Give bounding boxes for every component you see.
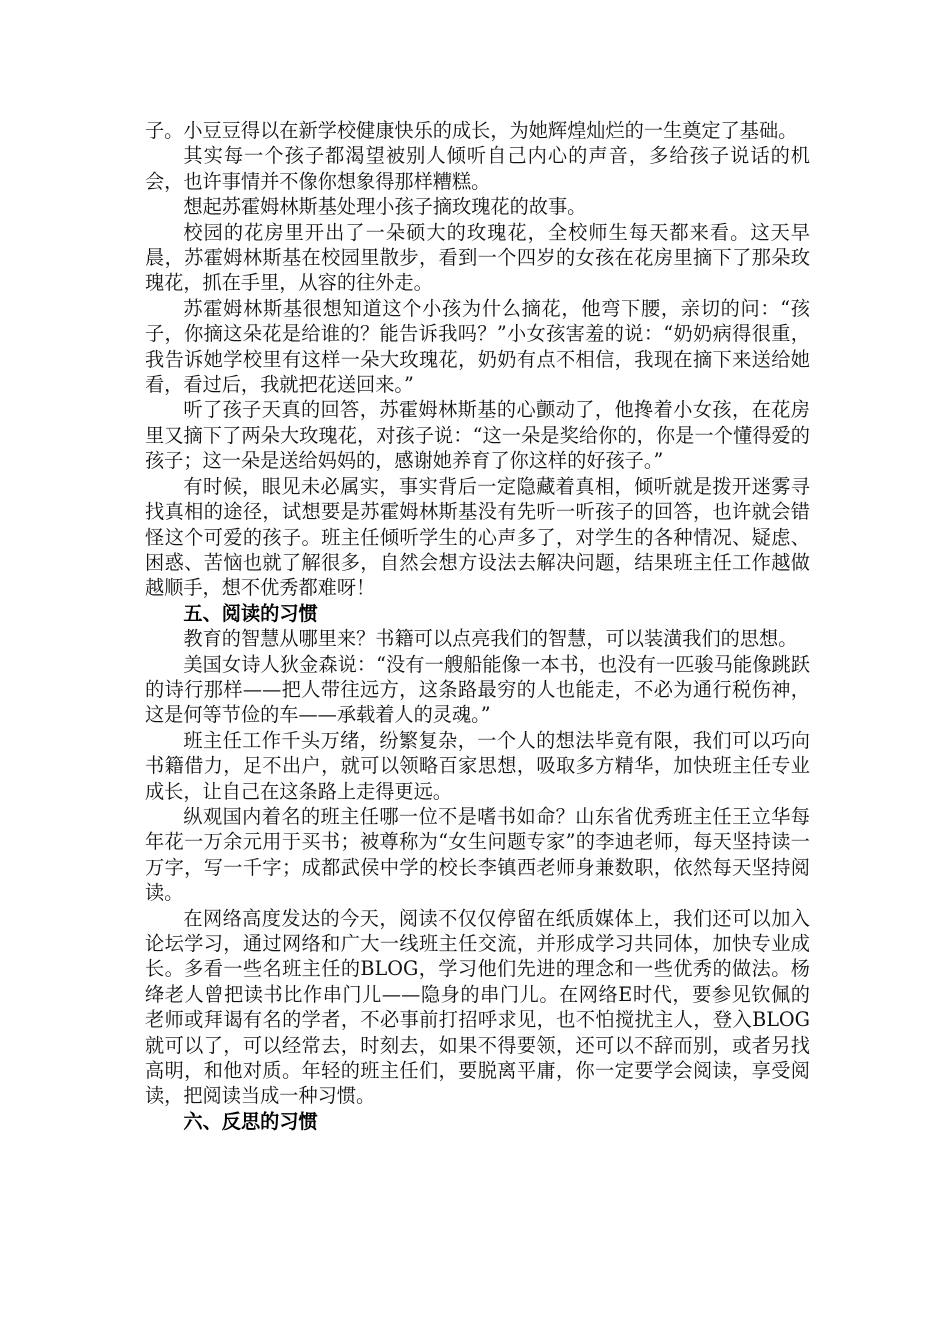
- section-heading: 六、反思的习惯: [183, 1109, 318, 1133]
- paragraph: 在网络高度发达的今天，阅读不仅仅停留在纸质媒体上，我们还可以加入论坛学习，通过网络和广大一线班主任交流，并形成学习共同体，加快专业成长。多看一些名班主任的BLOG，学习他们先进的理念和一些优秀的做法。杨绛老人曾把读书比作串门儿——隐身的串门儿。在网络E时代，要参见钦佩的老师或拜谒有名的学者，不必事前打招呼求见，也不怕搅扰主人，登入BLOG就可以了，可以经常去，时刻去，如果不得要领，还可以不辞而别，或者另找高明，和他对质。年轻的班主任们，要脱离平庸，你一定要学会阅读，享受阅读，把阅读当成一种习惯。: [145, 906, 810, 1108]
- paragraph: 子。小豆豆得以在新学校健康快乐的成长，为她辉煌灿烂的一生奠定了基础。: [145, 119, 798, 142]
- paragraph: 教育的智慧从哪里来？书籍可以点亮我们的智慧，可以装潢我们的思想。: [183, 627, 798, 651]
- paragraph: 班主任工作千头万绪，纷繁复杂，一个人的想法毕竟有限，我们可以巧向书籍借力，足不出户，就可以领略百家思想，吸取多方精华，加快班主任专业成长，让自己在这条路上走得更远。: [145, 728, 810, 803]
- paragraph: 听了孩子天真的回答，苏霍姆林斯基的心颤动了，他搀着小女孩，在花房里又摘下了两朵大玫瑰花，对孩子说：“这一朵是奖给你的，你是一个懂得爱的孩子；这一朵是送给妈妈的，感谢她养育了你这样的好孩子。”: [145, 398, 810, 473]
- paragraph: 苏霍姆林斯基很想知道这个小孩为什么摘花，他弯下腰，亲切的问：“孩子，你摘这朵花是给谁的？能告诉我吗？”小女孩害羞的说：“奶奶病得很重，我告诉她学校里有这样一朵大玫瑰花，奶奶有点不相信，我现在摘下来送给她看，看过后，我就把花送回来。”: [145, 296, 810, 397]
- paragraph: 有时候，眼见未必属实，事实背后一定隐藏着真相，倾听就是拨开迷雾寻找真相的途径，试想要是苏霍姆林斯基没有先听一听孩子的回答，也许就会错怪这个可爱的孩子。班主任倾听学生的心声多了，对学生的各种情况、疑虑、困惑、苦恼也就了解很多，自然会想方设法去解决问题，结果班主任工作越做越顺手，想不优秀都难呀！: [145, 474, 810, 600]
- paragraph: 美国女诗人狄金森说：“没有一艘船能像一本书，也没有一匹骏马能像跳跃的诗行那样——把人带往远方，这条路最穷的人也能走，不必为通行税伤神，这是何等节俭的车——承载着人的灵魂。”: [145, 652, 810, 727]
- paragraph: 纵观国内着名的班主任哪一位不是嗜书如命？山东省优秀班主任王立华每年花一万余元用于买书；被尊称为“女生问题专家”的李迪老师，每天坚持读一万字，写一千字；成都武侯中学的校长李镇西老师身兼数职，依然每天坚持阅读。: [145, 804, 810, 905]
- paragraph: 其实每一个孩子都渴望被别人倾听自己内心的声音，多给孩子说话的机会，也许事情并不像你想象得那样糟糕。: [145, 144, 810, 193]
- paragraph: 校园的花房里开出了一朵硕大的玫瑰花，全校师生每天都来看。这天早晨，苏霍姆林斯基在校园里散步，看到一个四岁的女孩在花房里摘下了那朵玫瑰花，抓在手里，从容的往外走。: [145, 220, 810, 295]
- section-heading: 五、阅读的习惯: [183, 601, 318, 625]
- paragraph: 想起苏霍姆林斯基处理小孩子摘玫瑰花的故事。: [183, 195, 587, 219]
- document-body: [145, 118, 810, 1134]
